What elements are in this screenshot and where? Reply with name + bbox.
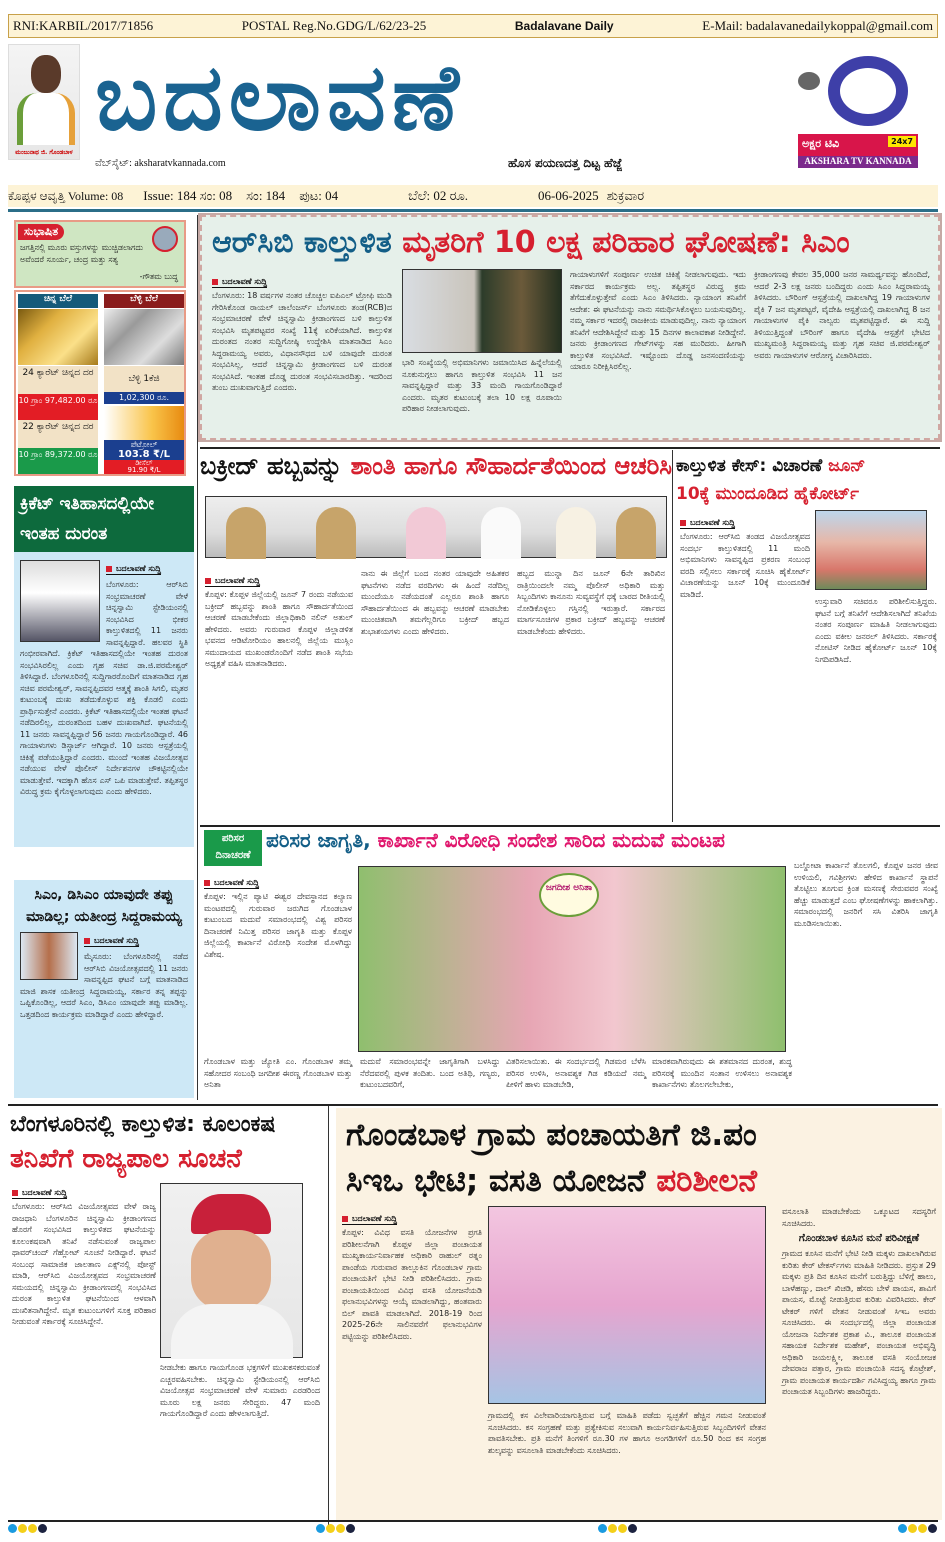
bakrid-headline-part1: ಬಕ್ರೀದ್ ಹಬ್ಬವನ್ನು [200,452,343,480]
bakrid-col2-text: ನಾನು ಈ ಜಿಲ್ಲೆಗೆ ಬಂದ ನಂತರ ಯಾವುದೇ ಅಹಿತಕರ ಘಟನೆಗಳು ನಡೆದ ವರದಿಗಳು ಈ ಹಿಂದೆ ನಡೆದಿಲ್ಲ ಮುಂದೆಯೂ ನಡೆಯದಂತೆ ಎಲ್ಲರೂ ಶಾಂತಿ ಹಾಗೂ ಸೌಹಾರ್ದತೆಯಿಂದ ಈ ಹಬ್ಬವನ್ನು ಆಚರಣೆ ಮಾಡಬೇಕು ಮುಂಚಿತವಾಗಿ ತಮಗೆಲ್ಲರಿಗೂ ಬಕ್ರೀದ್ ಹಬ್ಬದ ಶುಭಾಶಯಗಳು ಎಂದು ಹೇಳಿದರು. [361,569,509,636]
gondabala-headline[interactable] [346,1112,757,1204]
byline: ಬದಲಾವಣೆ ಸುದ್ದಿ [84,936,139,947]
main-photo-caption: ಭಾರಿ ಸಂಖ್ಯೆಯಲ್ಲಿ ಅಭಿಮಾನಿಗಳು ಜಮಾಯಿಸಿದ ಹಿನ್ನೆಲೆಯಲ್ಲಿ ನೂಕುನುಗ್ಗಲು ಹಾಗೂ ಕಾಲ್ತುಳಿತ ಸಂಭವಿಸಿ 11 ಜನ ಸಾವನ್ನಪ್ಪಿದ್ದಾರೆ ಮತ್ತು 33 ಮಂದಿ ಗಾಯಗೊಂಡಿದ್ದಾರೆ ಎಂದರು. ಮೃತರ ಕುಟುಂಬಕ್ಕೆ ತಲಾ 10 ಲಕ್ಷ ರೂಪಾಯಿ ಪರಿಹಾರ ನೀಡಲಾಗುವುದು. [402,358,562,413]
footer-dots-icon [898,1524,937,1533]
subhashita-box [14,220,186,288]
governor-body-shape [171,1304,293,1359]
silver-price-header: ಬೆಳ್ಳಿ ಬೆಲೆ [104,294,184,308]
gondabala-headline-line1: ಗೊಂಡಬಾಳ ಗ್ರಾಮ ಪಂಚಾಯತಿಗೆ ಜಿ.ಪಂ [346,1117,757,1153]
yathindra-headline[interactable]: ಸಿಎಂ, ಡಿಸಿಎಂ ಯಾವುದೇ ತಪ್ಪು ಮಾಡಿಲ್ಲ; ಯತೀಂದ್ರ ಸಿದ್ದರಾಮಯ್ಯ [26,887,182,925]
tv-a-glyph-icon [828,56,908,126]
petrol-value: 103.8 ₹/L [117,449,171,460]
date: 06-06-2025 [538,188,599,203]
parisara-headline[interactable] [266,828,725,852]
cricket-story-body: ಬೆಂಗಳೂರು: ಆರ್‌ಸಿಬಿ ಸಂಭ್ರಮಾಚರಣೆ ವೇಳೆ ಚಿನ್ನಸ್ವಾಮಿ ಸ್ಟೇಡಿಯಂನಲ್ಲಿ ಸಂಭವಿಸಿದ ಭೀಕರ ಕಾಲ್ತುಳಿತದಲ್ಲಿ 11 ಜನರು ಸಾವನ್ನಪ್ಪಿದ್ದಾರೆ. ಹಲವರ ಸ್ಥಿತಿ ಗಂಭೀರವಾಗಿದೆ. ಕ್ರಿಕೆಟ್ ಇತಿಹಾಸದಲ್ಲಿಯೇ ಇಂತಹ ದುರಂತ ಸಂಭವಿಸಿರಲಿಲ್ಲ ಎಂದು ಗೃಹ ಸಚಿವ ಡಾ.ಜಿ.ಪರಮೇಶ್ವರ್ ತಿಳಿಸಿದ್ದಾರೆ. ಬೆಂಗಳೂರಿನಲ್ಲಿ ಸುದ್ದಿಗಾರರೊಂದಿಗೆ ಮಾತನಾಡಿದ ಗೃಹ ಸಚಿವ ಪರಮೇಶ್ವರ್, ಸಾವನ್ನಪ್ಪಿದವರ ಆತ್ಮಕ್ಕೆ ಶಾಂತಿ ಸಿಗಲಿ, ಮೃತರ ಕುಟುಂಬಕ್ಕೆ ದುಃಖ ತಡೆದುಕೊಳ್ಳುವ ಶಕ್ತಿ ಕೊಡಲಿ ಎಂದು ಪ್ರಾರ್ಥಿಸುತ್ತೇನೆ ಎಂದರು. ಕ್ರಿಕೆಟ್ ಇತಿಹಾಸದಲ್ಲಿಯೇ ಇಂತಹ ಘಟನೆ ನಡೆದಿರಲಿಲ್ಲ, ದುರಂತದಿಂದ ಬಹಳ ದುಃಖವಾಗಿದೆ. ಘಟನೆಯಲ್ಲಿ 11 ಜನರು ಸಾವನ್ನಪ್ಪಿದ್ದಾರೆ 56 ಜನರು ಗಾಯಗೊಂಡಿದ್ದಾರೆ. 46 ಗಾಯಾಳುಗಳು ಡಿಸ್ಚಾರ್ಜ್ ಆಗಿದ್ದಾರೆ. 10 ಜನರು ಆಸ್ಪತ್ರೆಯಲ್ಲಿ ಚಿಕಿತ್ಸೆ ಪಡೆಯುತ್ತಿದ್ದಾರೆ ಎಂದರು. ಮುಂದೆ ಇಂತಹ ವಿಜಯೋತ್ಸವ ನಡೆಯುವ ವೇಳೆ ಪೊಲೀಸ್ ನಿರ್ದೇಶನಗಳ ಚೌಕಟ್ಟಿನಲ್ಲಿಯೇ ಮಾಡುತ್ತೇವೆ. ಇದಕ್ಕಾಗಿ ಹೊಸ ಎಸ್ ಒಪಿ ಮಾಡುತ್ತೇವೆ. ತಪ್ಪಿತಸ್ಥರ ವಿರುದ್ಧ ಕ್ರಮ ಕೈಗೊಳ್ಳಲಾಗುವುದು ಎಂದು ಹೇಳಿದರು. [20,580,188,796]
gold24-label: 24 ಕ್ಯಾರೆಟ್ ಚಿನ್ನದ ದರ [18,366,98,394]
fuel-pump-icon [104,406,184,440]
gold22-label: 22 ಕ್ಯಾರೆಟ್ ಚಿನ್ನದ ದರ [18,420,98,448]
tv-title [798,134,918,156]
editor-head [31,55,61,93]
section-rule [200,447,940,449]
cricket-headline[interactable]: ಕ್ರಿಕೆಟ್ ಇತಿಹಾಸದಲ್ಲಿಯೇ ಇಂತಹ ದುರಂತ [14,486,194,552]
gondabala-subhead: ಗೊಂಡಬಾಳ ಕೂಸಿನ ಮನೆ ಪರಿವೀಕ್ಷಣೆ [798,1233,920,1244]
issue-bar [8,185,938,207]
yathindra-story [14,880,194,1098]
wedding-photo [358,866,786,1052]
main-col4-text: ಕ್ರೀಡಾಂಗಣವು ಕೇವಲ 35,000 ಜನರ ಸಾಮರ್ಥ್ಯವನ್ನು ಹೊಂದಿದೆ, ಆದರೆ 2-3 ಲಕ್ಷ ಜನರು ಬಂದಿದ್ದರು ಎಂದು ಸಿಎಂ ಸಿದ್ದರಾಮಯ್ಯ ತಿಳಿಸಿದರು. ಬೌರಿಂಗ್ ಆಸ್ಪತ್ರೆಯಲ್ಲಿ ದಾಖಲಾಗಿದ್ದ 19 ಗಾಯಾಳುಗಳ ಪೈಕಿ 7 ಜನ ಮೃತಪಟ್ಟರೆ, ವೈದೇಹಿ ಆಸ್ಪತ್ರೆಯಲ್ಲಿ ದಾಖಲಾಗಿದ್ದ 8 ಜನ ಗಾಯಾಳುಗಳ ಪೈಕಿ ನಾಲ್ವರು ಮೃತಪಟ್ಟಿದ್ದಾರೆ. ಈ ಸುದ್ದಿ ತಿಳಿಯುತ್ತಿದ್ದಂತೆ ಬೌರಿಂಗ್ ಹಾಗೂ ವೈದೇಹಿ ಆಸ್ಪತ್ರೆಗೆ ಭೇಟಿದ ಮುಖ್ಯಮಂತ್ರಿ ಸಿದ್ದರಾಮಯ್ಯ ಮತ್ತು ಗೃಹ ಸಚಿವ ಜಿ.ಪರಮೇಶ್ವರ್ ಅವರು ಗಾಯಾಳುಗಳ ಆರೋಗ್ಯ ವಿಚಾರಿಸಿದರು. [754,270,930,360]
postal-reg: POSTAL Reg.No.GDG/L/62/23-25 [241,18,427,33]
governor-photo [160,1183,303,1358]
governor-face [191,1230,271,1310]
governor-body: ಬೆಂಗಳೂರು: ಆರ್‌ಸಿಬಿ ವಿಜಯೋತ್ಸವದ ವೇಳೆ ರಾಜ್ಯ ರಾಜಧಾನಿ ಬೆಂಗಳೂರಿನ ಚಿನ್ನಸ್ವಾಮಿ ಕ್ರೀಡಾಂಗಣದ ಹೊರಗೆ ಸಂಭವಿಸಿದ ಕಾಲ್ತುಳಿತದ ಘಟನೆಯನ್ನು ಕೂಲಂಕಷವಾಗಿ ತನಿಖೆ ನಡೆಸುವಂತೆ ರಾಜ್ಯಪಾಲ ಥಾವರ್‌ಚಂದ್ ಗೆಹ್ಲೋಟ್ ಸೂಚನೆ ನೀಡಿದ್ದಾರೆ. ಘಟನೆ ಸಂಬಂಧ ಸಾಮಾಜಿಕ ಜಾಲತಾಣ ಎಕ್ಸ್‌ನಲ್ಲಿ ಪೋಸ್ಟ್ ಮಾಡಿ, ಆರ್‌ಸಿಬಿ ವಿಜಯೋತ್ಸವದ ಸಂಭ್ರಮಾಚರಣೆ ಸಮಯದಲ್ಲಿ ಚಿನ್ನಸ್ವಾಮಿ ಕ್ರೀಡಾಂಗಣದಲ್ಲಿ ಸಂಭವಿಸಿದ ದುರಂತ ಕಾಲ್ತುಳಿತ ಘಟನೆಯಿಂದ ಆಳವಾಗಿ ದುಃಖಿತನಾಗಿದ್ದೇನೆ. ಮೃತ ಕುಟುಂಬಗಳಿಗೆ ಸೂಕ್ತ ಪರಿಹಾರ ನೀಡುವಂತೆ ಸರ್ಕಾರಕ್ಕೆ ಸೂಚಿಸಿದ್ದೇನೆ. [12,1202,156,1326]
parisara-bottom3: ವಿತರಿಸಲಾಯಿತು. ಈ ಸಂದರ್ಭದಲ್ಲಿ ಗಿಡಮರ ಬೆಳೆಸಿ ಪರಿಸರ ಉಳಿಸಿ, ಅನಾವಶ್ಯಕ ಗಿಡ ಕಡಿಯದೆ ನಮ್ಮ ಪೀಳಿಗೆ ಹಾಳು ಮಾಡಬೇಡಿ, [506,1057,646,1089]
gondabala-story [336,1108,942,1520]
gondabala-col4-intro: ವಸೂಲಾತಿ ಮಾಡಬೇಕೆಂದು ಒಕ್ಕೂಟದ ಸದಸ್ಯರಿಗೆ ಸೂಚಿಸಿದರು. [782,1207,936,1228]
diesel-value: 91.90 ₹/L [127,466,161,474]
top-info-bar [8,14,938,38]
rni-number: RNI:KARBIL/2017/71856 [13,18,154,33]
main-col-1 [212,269,392,394]
wedding-sign: ಜಗದೀಶ ಅನಿತಾ [539,873,599,917]
main-headline-part2: ಮೃತರಿಗೆ 10 ಲಕ್ಷ ಪರಿಹಾರ ಘೋಷಣೆ: ಸಿಎಂ [402,225,850,260]
gondabala-col4-text: ಗ್ರಾಮದ ಕೂಸಿನ ಮನೆಗೆ ಭೇಟಿ ನೀಡಿ ಮಕ್ಕಳು ದಾಖಲಾಗಿರುವ ಕುರಿತು ಕೇರ್ ಟೇಕರ್ಸ್‌ಗಳು ಮಾಹಿತಿ ನೀಡಿದರು. ಪ್ರಸ್ತುತ 29 ಮಕ್ಕಳು ಪ್ರತಿ ದಿನ ಕೂಸಿನ ಮನೆಗೆ ಬರುತ್ತಿದ್ದು ಬೆಳಿಗ್ಗೆ ಹಾಲು, ಬಾಳೆಹಣ್ಣು, ದಾಲ್ ಖಿಚಡಿ, ಹೆಸರು ಬೇಳೆ ಪಾಯಸ, ಶಾವಿಗೆ ಪಾಯಸ, ಮೊಟ್ಟೆ ನೀಡುತ್ತಿರುವ ಕುರಿತು ವಿವರಿಸಿದರು. ಕೇರ್ ಟೇಕರ್ ಗಳಿಗೆ ವೇತನ ನೀಡುವಂತೆ ಸಿಇಒ ಅವರು ಸೂಚಿಸಿದರು. ಈ ಸಂದರ್ಭದಲ್ಲಿ ಜಿಲ್ಲಾ ಪಂಚಾಯತ ಯೋಜನಾ ನಿರ್ದೇಶಕ ಪ್ರಕಾಶ ವಿ., ತಾಲೂಕ ಪಂಚಾಯತ ಸಹಾಯಕ ನಿರ್ದೇಶಕ ಮಹೇಶ್, ಪಂಚಾಯತ ಅಭಿವೃದ್ಧಿ ಅಧಿಕಾರಿ ಜಯಲಕ್ಷ್ಮೀ, ತಾಲೂಕ ವಸತಿ ಸಂಯೋಜಕ ದೇವರಾಜ ಪತ್ತಾರ, ಗ್ರಾಮ ಪಂಚಾಯಿತಿ ಸದಸ್ಯ ಕೊಟ್ರೇಶ್, ಗ್ರಾಮ ಪಂಚಾಯತ ಕಾರ್ಯದರ್ಶಿ ಗವಿಸಿದ್ದಯ್ಯ ಹಾಗೂ ಗ್ರಾಮ ಪಂಚಾಯತ ಸಿಬ್ಬಂದಿಗಳು ಹಾಜರಿದ್ದರು. [782,1249,936,1396]
highcourt-headline-part2: ಜೂನ್ [828,456,866,476]
parisara-bottom4: ಮಾರಕವಾಗಿರುವುದು ಈ ಶತಮಾನದ ದುರಂತ, ಶುದ್ಧ ಪರಿಸರಕ್ಕೆ ಮುಂದಿನ ಸಂತಾನ ಉಳಿಸಲು ಅನಾವಶ್ಯಕ ಕಾರ್ಖಾನೆಗಳು ತೊಲಗಲೇಬೇಕು, [652,1057,792,1089]
cm-photo [402,269,562,353]
parisara-headline-part1: ಪರಿಸರ ಜಾಗೃತಿ, [266,828,371,852]
subhashita-author: -ಗೌತಮ ಬುದ್ಧ [139,272,178,281]
day: ಶುಕ್ರವಾರ [606,188,645,203]
akshara-tv-logo [798,56,918,180]
parisara-col1-text: ಕೊಪ್ಪಳ: ಇಲ್ಲಿನ ಪ್ಯಾಟಿ ಈಶ್ವರ ದೇವಸ್ಥಾನದ ಕಲ್ಯಾಣ ಮಂಟಪದಲ್ಲಿ ಗುರುವಾರ ಜರುಗಿದ ಗೊಂಡಬಾಳ ಕುಟುಂಬದ ಮದುವೆ ಸಮಾರಂಭದಲ್ಲಿ ವಿಶ್ವ ಪರಿಸರ ದಿನಾಚರಣೆ ನಿಮಿತ್ತ ಪರಿಸರ ಜಾಗೃತಿ ಮತ್ತು ಕೊಪ್ಪಳ ಜಿಲ್ಲೆಯಲ್ಲಿ ಕಾರ್ಖಾನೆ ವಿರೋಧಿ ಸಂದೇಶ ಮೊಳಗಿದ್ದು ವಿಶೇಷ. [204,892,352,959]
microphone-icon [798,72,820,90]
governor-headline[interactable] [10,1108,275,1176]
bakrid-headline[interactable] [200,452,673,480]
page-number: ಪುಟ: 04 [299,188,339,203]
price: ಬೆಲೆ: 02 ರೂ. [408,188,469,203]
bakrid-col1-text: ಕೊಪ್ಪಳ: ಕೊಪ್ಪಳ ಜಿಲ್ಲೆಯಲ್ಲಿ ಜೂನ್ 7 ರಂದು ನಡೆಯುವ ಬಕ್ರೀದ್ ಹಬ್ಬವನ್ನು ಶಾಂತಿ ಹಾಗೂ ಸೌಹಾರ್ದತೆಯಿಂದ ಆಚರಣೆ ಮಾಡಬೇಕೆಂದು ಜಿಲ್ಲಾಧಿಕಾರಿ ನಲಿನ್ ಅತುಲ್ ಹೇಳಿದರು. ಅವರು ಗುರುವಾರ ಕೊಪ್ಪಳ ಜಿಲ್ಲಾಡಳಿತ ಭವನದ ಆಡಿಟೋರಿಯಂ ಹಾಲನಲ್ಲಿ ಜಿಲ್ಲೆಯ ಮುಸ್ಲಿಂ ಸಮುದಾಯದ ಮುಖಂಡರೊಂದಿಗೆ ನಡೆದ ಶಾಂತಿ ಸಭೆಯ ಅಧ್ಯಕ್ಷತೆ ವಹಿಸಿ ಮಾತನಾಡಿದರು. [205,590,353,668]
footer-rule [8,1520,938,1522]
tv-name: AKSHARA TV KANNADA [798,156,918,168]
bakrid-col3-text: ಹಬ್ಬದ ಮುನ್ನಾ ದಿನ ಜೂನ್ 6ನೇ ತಾರಿಖಿನ ರಾತ್ರಿಯಿಂದಲೇ ನಮ್ಮ ಪೊಲೀಸ್ ಅಧಿಕಾರಿ ಮತ್ತು ಸಿಬ್ಬಂದಿಗಳು ಕಾನೂನು ಸುವ್ಯವಸ್ಥೆಗೆ ಧಕ್ಕೆ ಬಾರದ ರೀತಿಯಲ್ಲಿ ನೋಡಿಕೊಳ್ಳಲು ಗಸ್ತಿನಲ್ಲಿ ಇರುತ್ತಾರೆ. ಸರ್ಕಾರದ ಮಾರ್ಗಸೂಚಿಗಳ ಪ್ರಕಾರ ಬಕ್ರೀದ್ ಹಬ್ಬವನ್ನು ಆಚರಣೆ ಮಾಡಬೇಕೆಂದು ಹೇಳಿದರು. [517,569,665,636]
highcourt-side-text: ಉಸ್ತುವಾರಿ ಸಚಿವರೂ ಪರಿಶೀಲಿಸುತ್ತಿದ್ದರು. ಘಟನೆ ಬಗ್ಗೆ ತನಿಖೆಗೆ ಆದೇಶಿಸಲಾಗಿದೆ ತನಿಖೆಯ ನಂತರ ಸಂಪೂರ್ಣ ಮಾಹಿತಿ ನೀಡಲಾಗುವುದು ಎಂದು ವಕೀಲ ಜನರಲ್ ತಿಳಿಸಿದರು. ಸರ್ಕಾರಕ್ಕೆ ನೋಟಿಸ್ ನೀಡಿದ ಹೈಕೋರ್ಟ್ ಜೂನ್ 10ಕ್ಕೆ ನಿಗದಿಪಡಿಸಿದೆ. [815,597,937,664]
bakrid-story [205,568,667,818]
highcourt-body: ಬೆಂಗಳೂರು: ಆರ್‌ಸಿಬಿ ತಂಡದ ವಿಜಯೋತ್ಸವದ ಸಂದರ್ಭ ಕಾಲ್ತುಳಿತದಲ್ಲಿ 11 ಮಂದಿ ಅಭಿಮಾನಿಗಳು ಸಾವನ್ನಪ್ಪಿದ ಪ್ರಕರಣ ಸಂಬಂಧ ವರದಿ ಸಲ್ಲಿಸಲು ಸರ್ಕಾರಕ್ಕೆ ಸೂಚಿಸಿ ಹೈಕೋರ್ಟ್ ವಿಚಾರಣೆಯನ್ನು ಜೂನ್ 10ಕ್ಕೆ ಮುಂದೂಡಿಕೆ ಮಾಡಿದೆ. [680,532,810,599]
cricket-story [14,552,194,847]
editor-photo [8,44,80,160]
sam-number: ಸಂ: 184 [246,188,286,203]
silver-label: ಬೆಳ್ಳಿ 1ಕೆಜಿ [104,366,184,392]
meeting-photo [205,496,667,558]
main-headline-part1: ಆರ್‌ಸಿಬಿ ಕಾಲ್ತುಳಿತ [212,225,392,260]
footer-dots-icon [598,1524,637,1533]
byline: ಬದಲಾವಣೆ ಸುದ್ದಿ [12,1188,67,1199]
parisara-tag: ಪರಿಸರ ದಿನಾಚರಣೆ [204,830,262,866]
gold-bars-icon [18,309,98,365]
gondabala-col-1 [342,1206,482,1342]
main-col1-text: ಬೆಂಗಳೂರು: 18 ವರ್ಷಗಳ ನಂತರ ಚೊಚ್ಚಲ ಐಪಿಎಲ್ ಟ್ರೋಫಿ ಮುಡಿ ಗೇರಿಸಿಕೊಂಡ ರಾಯಲ್ ಚಾಲೆಂಜರ್ಸ್ ಬೆಂಗಳೂರು ತಂಡ(RCB)ದ ಸಂಭ್ರಮಾಚರಣೆ ವೇಳೆ ಚಿನ್ನಸ್ವಾಮಿ ಕ್ರೀಡಾಂಗಣದ ಬಳಿ ಕಾಲ್ತುಳಿತ ಸಂಭವಿಸಿ ಮೃತಪಟ್ಟವರ ಸಂಖ್ಯೆ 11ಕ್ಕೆ ಏರಿಕೆಯಾಗಿದೆ. ಕಾಲ್ತುಳಿತ ದುರಂತದ ನಂತರ ಸುದ್ದಿಗೋಷ್ಠಿ ಉದ್ದೇಶಿಸಿ ಮಾತನಾಡಿದ ಸಿಎಂ ಸಿದ್ದರಾಮಯ್ಯ ಅವರು, ವಿಧಾನಸೌಧದ ಬಳಿ ಯಾವುದೇ ದುರಂತ ಸಂಭವಿಸಿಲ್ಲ, ಆದರೆ ಚಿನ್ನಸ್ವಾಮಿ ಕ್ರೀಡಾಂಗಣದ ಬಳಿ ದುರಂತ ಸಂಭವಿಸಿದೆ. ಇಂತಹ ದೊಡ್ಡ ದುರಂತ ಸಂಭವಿಸಬಾರದಿತ್ತು. ಇದರಿಂದ ತುಂಬ ದುಃಖವಾಗುತ್ತಿದೆ ಎಂದರು. [212,291,392,392]
section-rule [8,1104,938,1106]
gondabala-col3-text: ಗ್ರಾಮದಲ್ಲಿ ಕಸ ವಿಲೇವಾರಿಯಾಗುತ್ತಿರುವ ಬಗ್ಗೆ ಮಾಹಿತಿ ಪಡೆದು ಸ್ವಚ್ಛತೆಗೆ ಹೆಚ್ಚಿನ ಗಮನ ನೀಡುವಂತೆ ಸೂಚಿಸಿದರು. ಕಸ ಸಂಗ್ರಹಣೆ ಮತ್ತು ಪ್ರತ್ಯೇಕಿಸುವ ಸಲುವಾಗಿ ಕಾರ್ಯನಿರ್ವಹಿಸುತ್ತಿರುವ ಸಿಬ್ಬಂದಿಗಳಿಗೆ ವೇತನ ಪಾವತಿಸಬೇಕು. ಪ್ರತಿ ಮನೆಗೆ ತಿಂಗಳಿಗೆ ರೂ.30 ಗಳ ಹಾಗೂ ಅಂಗಡಿಗಳಿಗೆ ರೂ.50 ರಿಂದ ಕಸ ಸಂಗ್ರಹ ಶುಲ್ಕವನ್ನು ವಸೂಲಾತಿ ಮಾಡಬೇಕೆಂದು ಸೂಚಿಸಿದರು. [488,1411,766,1455]
gondabala-col1-text: ಕೊಪ್ಪಳ: ವಿವಿಧ ವಸತಿ ಯೋಜನೆಗಳ ಪ್ರಗತಿ ಪರಿಶೀಲನೆಗಾಗಿ ಕೊಪ್ಪಳ ಜಿಲ್ಲಾ ಪಂಚಾಯತ ಮುಖ್ಯಕಾರ್ಯನಿರ್ವಾಹಕ ಅಧಿಕಾರಿ ರಾಹುಲ್ ರತ್ನಂ ಪಾಂಡೆಯ ಗುರುವಾರ ತಾಲ್ಲೂಕಿನ ಗೊಂಡಬಾಳ ಗ್ರಾಮ ಪಂಚಾಯತಿಗೆ ಭೇಟಿ ನೀಡಿ ಪರಿಶೀಲಿಸಿದರು. ಗ್ರಾಮ ಪಂಚಾಯತಿಯಿಂದ ವಿವಿಧ ವಸತಿ ಯೋಜನೆಯಡಿ ಫಲಾನುಭವಿಗಳನ್ನು ಆಯ್ಕೆ ಮಾಡಲಾಗಿದ್ದು, ಹಂತವಾರು ಬಿಲ್ ಪಾವತಿ ಮಾಡಲಾಗಿದೆ. 2018-19 ರಿಂದ 2025-26ನೇ ಸಾಲಿನವರೆಗೆ ಫಲಾನುಭವಿಗಳ ಪಟ್ಟಿಯನ್ನು ಪರಿಶೀಲಿಸಿದರು. [342,1228,482,1341]
byline: ಬದಲಾವಣೆ ಸುದ್ದಿ [106,564,161,575]
yathindra-body: ಮೈಸೂರು: ಬೆಂಗಳೂರಿನಲ್ಲಿ ನಡೆದ ಆರ್‌ಸಿಬಿ ವಿಜಯೋತ್ಸವದಲ್ಲಿ 11 ಜನರು ಸಾವನ್ನಪ್ಪಿದ ಘಟನೆ ಬಗ್ಗೆ ಮಾತನಾಡಿದ ಮಾಜಿ ಶಾಸಕ ಯತೀಂದ್ರ ಸಿದ್ದರಾಮಯ್ಯ, ಸರ್ಕಾರ ತನ್ನ ತಪ್ಪನ್ನು ಒಪ್ಪಿಕೊಂಡಿಲ್ಲ, ಆದರೆ ಸಿಎಂ, ಡಿಸಿಎಂ ಯಾವುದೇ ತಪ್ಪು ಮಾಡಿಲ್ಲ. ಒತ್ತಡದಿಂದ ಕಾರ್ಯಕ್ರಮ ಮಾಡಿದ್ದಾರೆ ಎಂದು ಹೇಳಿದ್ದಾರೆ. [20,952,188,1019]
minister-photo [20,560,100,642]
gold-price-header: ಚಿನ್ನ ಬೆಲೆ [18,294,98,308]
governor-headline-part1: ಬೆಂಗಳೂರಿನಲ್ಲಿ ಕಾಲ್ತುಳಿತ: ಕೂಲಂಕಷ [10,1112,276,1137]
byline: ಬದಲಾವಣೆ ಸುದ್ದಿ [680,518,735,529]
bakrid-headline-part2: ಶಾಂತಿ ಹಾಗೂ ಸೌಹಾರ್ದತೆಯಿಂದ ಆಚರಿಸಿ [350,452,673,480]
rates-box [14,290,186,476]
tv-badge: 24x7 [888,136,916,147]
section-rule [200,825,940,827]
main-headline[interactable] [212,225,850,260]
highcourt-headline-part3: 10ಕ್ಕೆ ಮುಂದೂಡಿದ ಹೈಕೋರ್ಟ್ [676,484,859,504]
gondabala-headline-line2a: ಸಿಇಒ ಭೇಟಿ; ವಸತಿ ಯೋಜನೆ [346,1163,646,1199]
high-court-photo [815,510,927,590]
petrol-label: ಪೆಟ್ರೋಲ್ [130,440,158,449]
byline: ಬದಲಾವಣೆ ಸುದ್ದಿ [205,576,260,587]
parisara-col-1 [204,870,352,960]
turban-icon [191,1194,271,1234]
parisara-right-text: ಬಲ್ಡೋಟಾ ಕಾರ್ಖಾನೆ ತೊಲಗಲಿ, ಕೊಪ್ಪಳ ಜನರ ಜೀವ ಉಳಿಯಲಿ, ಗವಿಶ್ರೀಗಳು ಹೇಳಿದ ಕಾರ್ಖಾನೆ ಸ್ಥಾಪನೆ ತೊಟ್ಟಿಲು ತೂಗುವ ಕ್ರಿಂತ ಮಸಣಕ್ಕೆ ಸೇರುವವರ ಸಂಖ್ಯೆ ಹೆಚ್ಚು ಮಾಡುತ್ತದೆ ಎಂಬ ಘೋಷಣೆಗಳನ್ನು ಹಾಕಲಾಗಿತ್ತು. ಸಮಾರಂಭದಲ್ಲಿ ಜನರಿಗೆ ಸಸಿ ವಿತರಿಸಿ ಜಾಗೃತಿ ಮೂಡಿಸಲಾಯಿತು. [794,861,938,928]
newspaper-logo: ಬದಲಾವಣೆ [95,44,465,151]
governor-side-text: ನೀಡಬೇಕು ಹಾಗೂ ಗಾಯಗೊಂಡ ಭಕ್ತಗಳಿಗೆ ಮುಖಕಸಕರುವಂತೆ ಎಚ್ಚರವಹಿಸಬೇಕು. ಚಿನ್ನಸ್ವಾಮಿ ಸ್ಟೇಡಿಯಂನಲ್ಲಿ ಆರ್‌ಸಿಬಿ ವಿಜಯೋತ್ಸವ ಸಂಭ್ರಮಾಚರಣೆ ವೇಳೆ ಸುಮಾರು ಎರಡರಿಂದ ಮೂರು ಲಕ್ಷ ಜನರು ಸೇರಿದ್ದರು. 47 ಮಂದಿ ಗಾಯಗೊಂಡಿದ್ದಾರೆ ಎಂದು ಹೇಳಲಾಗುತ್ತಿದೆ. [160,1363,320,1418]
header-rule [8,209,938,212]
diesel-label: ಡೀಸೆಲ್ [135,459,153,467]
byline: ಬದಲಾವಣೆ ಸುದ್ದಿ [204,878,259,889]
buddha-icon [152,226,178,252]
issue-number: Issue: 184 ಸಂ: 08 [143,188,233,203]
website-link[interactable]: ವೆಬ್‌ಸೈಟ್: aksharatvkannada.com [95,158,226,169]
column-divider [197,215,198,1100]
tagline: ಹೊಸ ಪಯಣದತ್ತ ದಿಟ್ಟ ಹೆಜ್ಜೆ [508,156,623,170]
main-col3-text: ಗಾಯಾಳುಗಳಿಗೆ ಸಂಪೂರ್ಣ ಉಚಿತ ಚಿಕಿತ್ಸೆ ನೀಡಲಾಗುವುದು. ಇದು ಸರ್ಕಾರದ ಕಾರ್ಯಕ್ರಮ ಅಲ್ಲ. ತಪ್ಪಿತಸ್ಥರ ವಿರುದ್ಧ ಕ್ರಮ ತೆಗೆದುಕೊಳ್ಳುತ್ತೇವೆ ಎಂದು ಸಿಎಂ ತಿಳಿಸಿದರು. ನ್ಯಾಯಾಂಗ ತನಿಖೆಗೆ ಆದೇಶ: ಈ ಘಟನೆಯನ್ನು ನಾನು ಸಮರ್ಥಿಸಿಕೊಳ್ಳಲು ಬಯಸುವುದಿಲ್ಲ. ನಮ್ಮ ಸರ್ಕಾರ ಇದರಲ್ಲಿ ರಾಜಕೀಯ ಮಾಡುವುದಿಲ್ಲ. ನಾನು ನ್ಯಾಯಾಂಗ ತನಿಖೆಗೆ ಆದೇಶಿಸಿದ್ದೇನೆ ಮತ್ತು 15 ದಿನಗಳ ಕಾಲಾವಕಾಶ ನೀಡಿದ್ದೇನೆ. ಜನರು ಕ್ರೀಡಾಂಗಣದ ಗೇಟ್‌ಗಳನ್ನು ಸಹ ಮುರಿದರು. ಹೀಗಾಗಿ ಕಾಲ್ತುಳಿತ ಸಂಭವಿಸಿದೆ. ಇಷ್ಟೊಂದು ದೊಡ್ಡ ಜನಸಂದಣಿಯನ್ನು ಯಾರೂ ನಿರೀಕ್ಷಿಸಿರಲಿಲ್ಲ. [570,270,746,371]
highcourt-story [680,510,810,600]
panchayat-visit-photo [488,1206,766,1404]
tv-title-text: ಅಕ್ಷರ ಟಿವಿ [802,137,840,150]
footer-dots-icon [8,1524,47,1533]
highcourt-headline-part1: ಕಾಲ್ತುಳಿತ ಕೇಸ್: ವಿಚಾರಣೆ [676,456,823,476]
editor-body [17,93,75,145]
parisara-bottom1: ಗೊಂಡಬಾಳ ಮತ್ತು ಜ್ಯೋತಿ ಎಂ. ಗೊಂಡಬಾಳ ತಮ್ಮ ಸಹೋದರ ಸಂಬಂಧಿ ಜಗದೀಶ ಈರಣ್ಣ ಗೊಂಡಬಾಳ ಮತ್ತು ಅನಿತಾ [204,1057,352,1089]
editor-name: ಮಂಜುನಾಥ ಜಿ. ಗೊಂಡಬಾಳ [15,149,73,156]
gold24-price: 10 ಗ್ರಾಂ 97,482.00 ರೂ [18,394,98,420]
bakrid-col-1 [205,568,353,670]
column-divider [328,1106,329,1530]
byline: ಬದಲಾವಣೆ ಸುದ್ದಿ [342,1214,397,1225]
gold22-price: 10 ಗ್ರಾಂ 89,372.00 ರೂ [18,448,98,474]
subhashita-tag: ಸುಭಾಷಿತ [18,224,64,240]
parisara-bottom2: ಮದುವೆ ಸಮಾರಂಭವನ್ನೇ ಜಾಗೃತಿಗಾಗಿ ಬಳಸಿದ್ದು ನೆರೆದವರಲ್ಲಿ ಪುಳಕ ತಂದಿತು. ಬಂದ ಅತಿಥಿ, ಗಣ್ಯರು, ಕುಟುಂಬದವರಿಗೆ, [360,1057,500,1089]
gondabala-col-4 [782,1206,936,1398]
edition: ಕೊಪ್ಪಳ ಆವೃತ್ತಿ Volume: 08 [8,188,124,203]
email[interactable]: E-Mail: badalavanedailykoppal@gmail.com [702,18,933,33]
gondabala-headline-line2b: ಪರಿಶೀಲನೆ [656,1163,758,1199]
parisara-headline-part2: ಕಾರ್ಖಾನೆ ವಿರೋಧಿ ಸಂದೇಶ ಸಾರಿದ ಮದುವೆ ಮಂಟಪ [377,828,725,852]
paper-name: Badalavane Daily [514,19,614,33]
silver-bars-icon [104,309,184,365]
silver-price: 1,02,300 ರೂ. [104,392,184,404]
governor-story [12,1180,156,1328]
byline: ಬದಲಾವಣೆ ಸುದ್ದಿ [212,277,267,288]
diesel-price [104,460,184,474]
governor-headline-part2: ತನಿಖೆಗೆ ರಾಜ್ಯಪಾಲ ಸೂಚನೆ [10,1144,242,1174]
yathindra-photo [20,932,78,980]
highcourt-headline[interactable] [676,452,938,508]
main-story [200,215,940,440]
footer-dots-icon [316,1524,355,1533]
column-divider [672,450,673,822]
petrol-price [104,440,184,460]
subhashita-text: ಜಗತ್ತಿನಲ್ಲಿ ಮೂರು ವಸ್ತುಗಳನ್ನು ಮುಚ್ಚಿಡಲಾಗದು ಅವೆಂದರೆ ಸೂರ್ಯ, ಚಂದ್ರ ಮತ್ತು ಸತ್ಯ [20,243,144,264]
